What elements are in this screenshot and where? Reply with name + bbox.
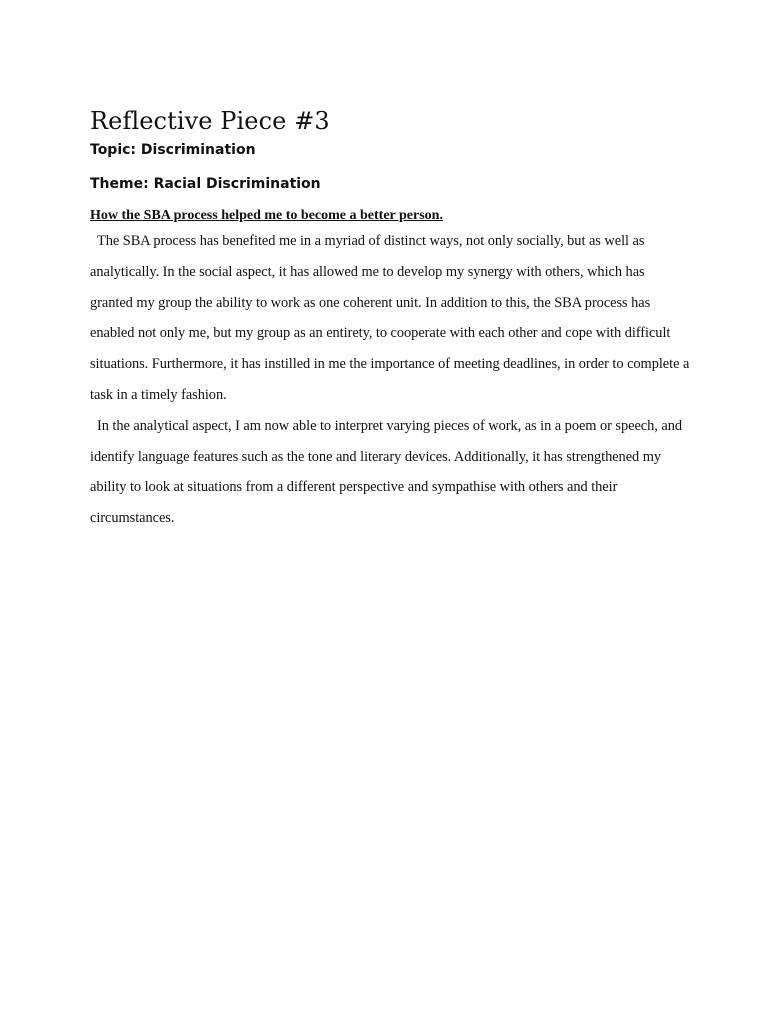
document-content bbox=[90, 104, 690, 534]
paragraph-analytical-aspect: In the analytical aspect, I am now able to interpret varying pieces of work, as in a poem or speech, and identify language features such as the tone and literary devices. Additionally, it has strengthened my ability to look at situations from a different perspective and sympathise with others and their circumstances. bbox=[90, 417, 682, 527]
document-topic: Topic: Discrimination bbox=[90, 142, 256, 158]
paragraph-social-aspect: The SBA process has benefited me in a myriad of distinct ways, not only socially, but as well as analytically. In the social aspect, it has allowed me to develop my synergy with others, which has granted my group the ability to work as one coherent unit. In addition to this, the SBA process has enabled not only me, but my group as an entirety, to cooperate with each other and cope with difficult situations. Furthermore, it has instilled in me the importance of meeting deadlines, in order to complete a task in a timely fashion. bbox=[90, 233, 690, 403]
document-theme: Theme: Racial Discrimination bbox=[90, 176, 321, 192]
document-subheading: How the SBA process helped me to become a better person. bbox=[90, 208, 443, 223]
document-title: Reflective Piece #3 bbox=[90, 107, 330, 135]
